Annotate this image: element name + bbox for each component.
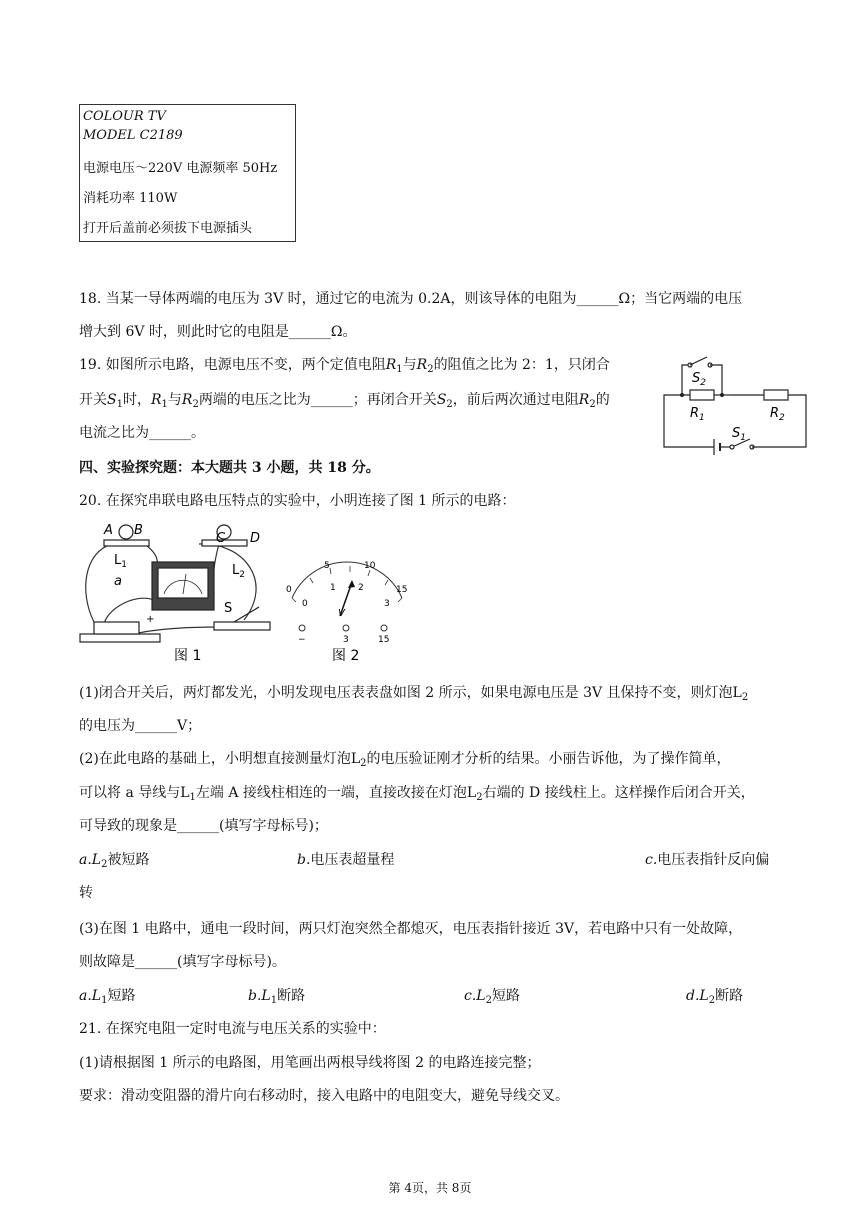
- dial-top-10: 10: [364, 561, 376, 571]
- q20-part2-line2: 可以将 a 导线与$L_1$左端 A 接线柱相连的一端，直接改接在灯泡$L_2$右端的 D 接线柱上。这样操作后闭合开关，: [79, 785, 755, 803]
- q19-line-2: 开关$S_1$时，$R_1$与$R_2$两端的电压之比为______；再闭合开关$S_2$，前后两次通过电阻$R_2$的: [79, 392, 610, 410]
- dial-v-label: V: [338, 608, 345, 619]
- fig1-label-a-terminal: A: [104, 523, 113, 538]
- q21-requirement: 要求：滑动变阻器的滑片向右移动时，接入电路中的电阻变大，避免导线交叉。: [79, 1088, 569, 1104]
- dial-top-15: 15: [396, 585, 408, 595]
- fig1-label-l1: $L_1$: [114, 553, 127, 570]
- fig19-r1-label: $R_1$: [690, 406, 705, 423]
- terminal-3: 3: [343, 635, 349, 645]
- dial-bottom-3: 3: [384, 599, 390, 609]
- section-4-heading: 四、实验探究题：本大题共 3 小题，共 18 分。: [79, 460, 380, 476]
- q20-part2-option-c: c.电压表指针反向偏: [645, 852, 770, 868]
- q20-part3-option-a: $a.L_1$短路: [79, 988, 136, 1006]
- fig19-s1-label: $S_1$: [732, 426, 746, 443]
- tv-line-3: 电源电压～220V 电源频率 50Hz: [83, 161, 278, 176]
- q20-part2-option-b: b.电压表超量程: [297, 852, 395, 868]
- q20-part3-line1: (3)在图 1 电路中，通电一段时间，两只灯泡突然全都熄灭，电压表指针接近 3V，若电路中只有一处故障，: [79, 921, 743, 937]
- fig19-s2-label: $S_2$: [692, 371, 706, 388]
- q19-line-3: 电流之比为______。: [79, 425, 205, 441]
- page-footer: 第 4页，共 8页: [388, 1181, 472, 1195]
- fig1-label-plus: +: [146, 614, 155, 625]
- terminal-15: 15: [378, 635, 390, 645]
- fig1-label-wire-a: a: [114, 574, 122, 589]
- q20-figure-1: [74, 522, 274, 666]
- tv-line-4: 消耗功率 110W: [83, 191, 178, 206]
- q21-intro: 21. 在探究电阻一定时电流与电压关系的实验中：: [79, 1021, 386, 1037]
- q20-intro: 20. 在探究串联电路电压特点的实验中，小明连接了图 1 所示的电路：: [79, 493, 516, 509]
- fig19-r2-label: $R_2$: [770, 406, 785, 423]
- q20-part1-line1: (1)闭合开关后，两灯都发光，小明发现电压表表盘如图 2 所示，如果电源电压是 3V 且保持不变，则灯泡$L_2$: [79, 685, 749, 703]
- fig2-caption: 图 2: [332, 648, 360, 664]
- fig1-label-d-terminal: D: [250, 531, 261, 546]
- tv-nameplate: [79, 104, 296, 242]
- dial-top-5: 5: [324, 561, 330, 571]
- tv-line-5: 打开后盖前必须拔下电源插头: [83, 221, 253, 236]
- dial-bottom-2: 2: [358, 583, 364, 593]
- q20-part2-option-a: $a.L_2$被短路: [79, 852, 150, 870]
- q20-part1-line2: 的电压为______V；: [79, 718, 202, 734]
- q19-circuit-figure: [652, 355, 812, 455]
- q20-part3-option-c: $c.L_2$短路: [464, 988, 520, 1006]
- fig1-label-l2: $L_2$: [232, 563, 245, 580]
- q18-line-2: 增大到 6V 时，则此时它的电阻是______Ω。: [79, 324, 357, 340]
- dial-top-0: 0: [286, 585, 292, 595]
- q20-part2-line1: (2)在此电路的基础上，小明想直接测量灯泡$L_2$的电压验证刚才分析的结果。小丽告诉他，为了操作简单，: [79, 751, 731, 769]
- fig1-label-b-terminal: B: [134, 523, 143, 538]
- q20-part3-option-d: $d.L_2$断路: [686, 988, 744, 1006]
- q20-part3-option-b: $b.L_1$断路: [248, 988, 306, 1006]
- q20-part2-option-c-cont: 转: [79, 885, 93, 901]
- terminal-negative: −: [298, 635, 306, 645]
- q20-part3-line2: 则故障是______(填写字母标号)。: [79, 954, 286, 970]
- dial-bottom-1: 1: [330, 583, 336, 593]
- q19-line-1: 19. 如图所示电路，电源电压不变，两个定值电阻$R_1$与$R_2$的阻值之比为 2：1，只闭合: [79, 357, 610, 375]
- dial-bottom-0: 0: [302, 599, 308, 609]
- q20-part2-line3: 可导致的现象是______(填写字母标号)；: [79, 818, 328, 834]
- tv-line-1: COLOUR TV: [83, 109, 166, 124]
- fig1-label-c-terminal: C: [216, 531, 226, 546]
- q21-part1: (1)请根据图 1 所示的电路图，用笔画出两根导线将图 2 的电路连接完整；: [79, 1055, 541, 1071]
- q20-figure-2-voltmeter: [280, 556, 410, 666]
- q18-line-1: 18. 当某一导体两端的电压为 3V 时，通过它的电流为 0.2A，则该导体的电阻为______Ω；当它两端的电压: [79, 291, 743, 307]
- tv-line-2: MODEL C2189: [83, 128, 183, 143]
- fig1-label-switch: S: [224, 601, 233, 616]
- fig1-caption: 图 1: [174, 648, 202, 664]
